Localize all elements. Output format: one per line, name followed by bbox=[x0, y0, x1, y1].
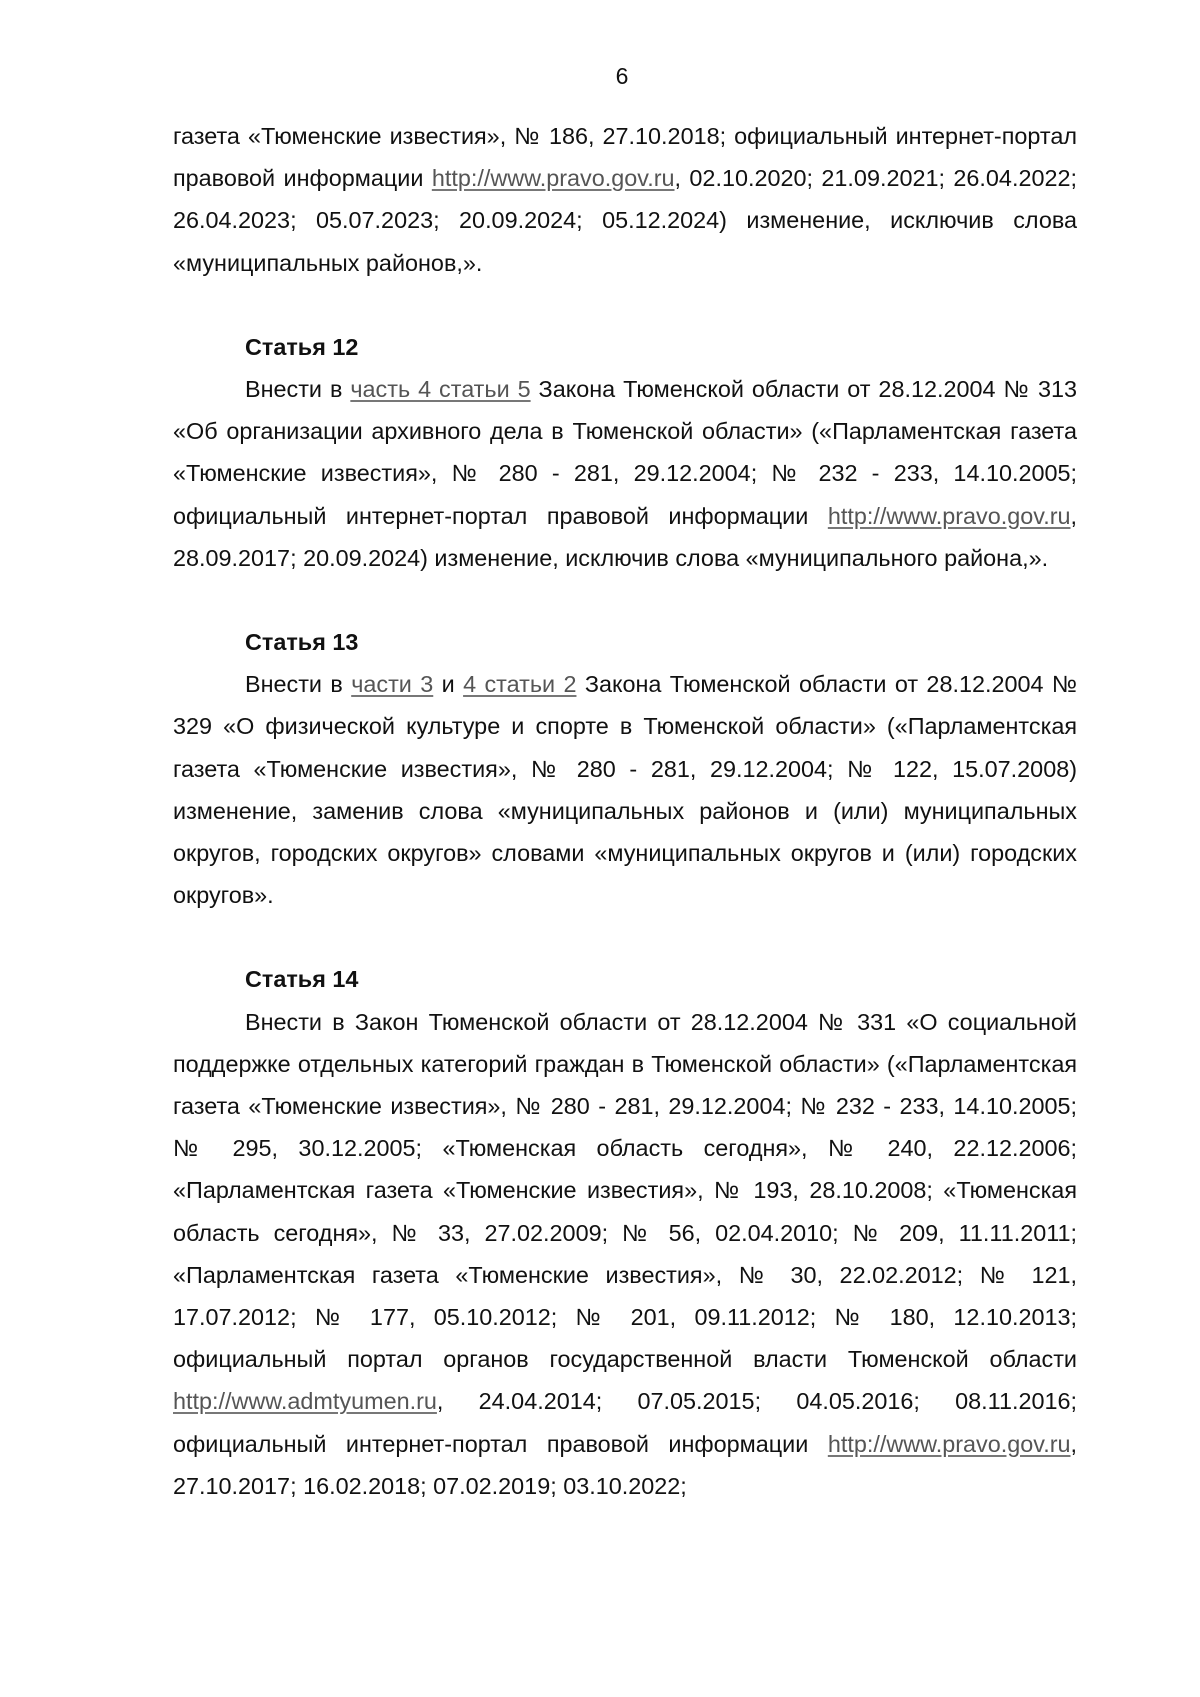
intro-paragraph bbox=[173, 115, 1077, 284]
article-13-text-1: Внести в bbox=[245, 671, 352, 698]
article-12-text-2: Закона Тюменской области от 28.12.2004 № 313 «Об организации архивного дела в Тюменской области» («Парламентская газета «Тюменские известия», № 280 - 281, 29.12.2004; № 232 - 233, 14.10.2005; официальный интернет-портал правовой информации bbox=[173, 376, 1077, 529]
pravo-link[interactable]: http://www.pravo.gov.ru bbox=[431, 165, 675, 192]
article-13-paragraph bbox=[173, 663, 1077, 916]
article-14-text-1: Внести в Закон Тюменской области от 28.12.2004 № 331 «О социальной поддержке отдельных категорий граждан в Тюменской области» («Парламентская газета «Тюменские известия», № 280 - 281, 29.12.2004; № 232 - 233, 14.10.2005; № 295, 30.12.2005; «Тюменская область сегодня», № 240, 22.12.2006; «Парламентская газета «Тюменские известия», № 193, 28.10.2008; «Тюменская область сегодня», № 33, 27.02.2009; № 56, 02.04.2010; № 209, 11.11.2011; «Парламентская газета «Тюменские известия», № 30, 22.02.2012; № 121, 17.07.2012; № 177, 05.10.2012; № 201, 09.11.2012; № 180, 12.10.2013; официальный портал органов государственной власти Тюменской области bbox=[173, 1008, 1077, 1373]
article-12-text-1: Внести в bbox=[245, 376, 351, 403]
spacer bbox=[173, 579, 1077, 621]
article-13-text-3: Закона Тюменской области от 28.12.2004 № 329 «О физической культуре и спорте в Тюменской области» («Парламентская газета «Тюменские известия», № 280 - 281, 29.12.2004; № 122, 15.07.2008) изменение, заменив слова «муниципальных районов и (или) муниципальных округов, городских округов» словами «муниципальных округов и (или) городских округов». bbox=[173, 671, 1077, 909]
intro-text-1: газета «Тюменские известия», № 186, 27.10.2018; официальный интернет-портал правовой информации bbox=[173, 123, 1077, 192]
pravo-link[interactable]: http://www.pravo.gov.ru bbox=[827, 1430, 1071, 1457]
intro-text-2: , 02.10.2020; 21.09.2021; 26.04.2022; 26.04.2023; 05.07.2023; 20.09.2024; 05.12.2024) изменение, исключив слова «муниципальных районов,». bbox=[173, 165, 1077, 276]
pravo-link[interactable]: http://www.pravo.gov.ru bbox=[827, 502, 1071, 529]
article-14-paragraph bbox=[173, 1001, 1077, 1507]
admtyumen-link[interactable]: http://www.admtyumen.ru bbox=[173, 1388, 437, 1415]
article-13-part-3-link[interactable]: части 3 bbox=[351, 671, 434, 698]
page-number: 6 bbox=[615, 63, 629, 89]
article-13-text-2: и bbox=[433, 671, 464, 698]
spacer bbox=[173, 284, 1077, 326]
spacer bbox=[173, 916, 1077, 958]
article-14-text-3: , 27.10.2017; 16.02.2018; 07.02.2019; 03.10.2022; bbox=[173, 1430, 1077, 1499]
article-12-heading: Статья 12 bbox=[245, 333, 359, 360]
article-12-part-link[interactable]: часть 4 статьи 5 bbox=[350, 376, 531, 403]
article-14-text-2: , 24.04.2014; 07.05.2015; 04.05.2016; 08.11.2016; официальный интернет-портал правовой информации bbox=[173, 1388, 1077, 1457]
article-12-text-3: , 28.09.2017; 20.09.2024) изменение, исключив слова «муниципального района,». bbox=[173, 502, 1077, 571]
article-14-heading: Статья 14 bbox=[245, 966, 359, 993]
article-13-part-4-link[interactable]: 4 статьи 2 bbox=[463, 671, 577, 698]
article-12-paragraph bbox=[173, 368, 1077, 579]
document-body bbox=[173, 115, 1077, 1507]
article-13-heading: Статья 13 bbox=[245, 629, 359, 656]
